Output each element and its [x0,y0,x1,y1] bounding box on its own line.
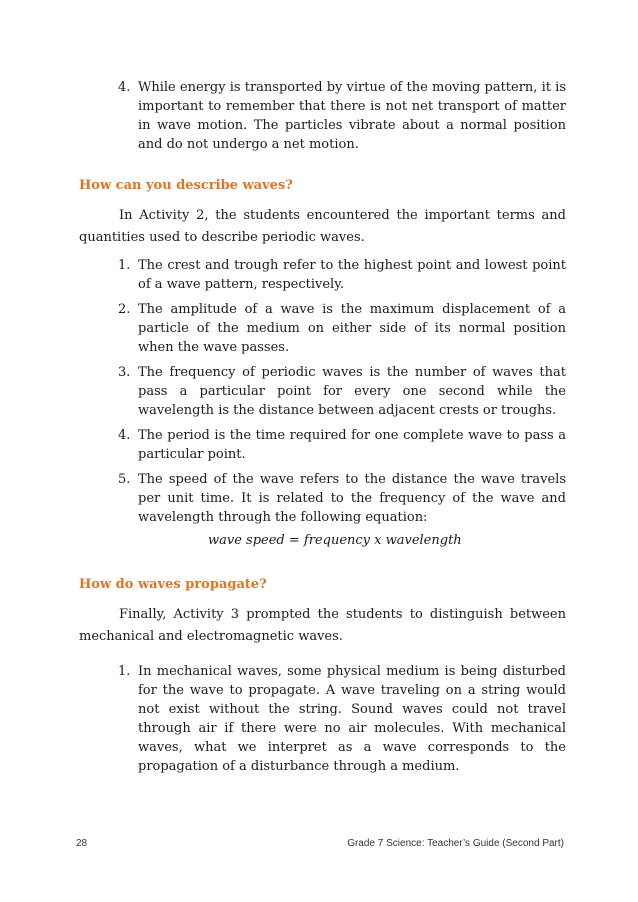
list-item-number: 2. [118,302,131,317]
list-item [108,426,566,464]
list-item-text: While energy is transported by virtue of the moving pattern, it is important to remember that there is not net transport of matter in wave motion. The particles vibrate about a normal position and do not undergo a net motion. [138,80,566,152]
list-item [108,78,566,154]
list-item-number: 1. [118,664,131,679]
footer-title: Grade 7 Science: Teacher’s Guide (Second Part) [347,838,564,849]
list-item-text: The speed of the wave refers to the distance the wave travels per unit time. It is related to the frequency of the wave and wavelength through the following equation: [138,472,566,525]
list-item-number: 4. [118,80,131,95]
list-item-text: The period is the time required for one complete wave to pass a particular point. [138,428,566,462]
list-item-text: The frequency of periodic waves is the number of waves that pass a particular point for every one second while the wavelength is the distance between adjacent crests or troughs. [138,365,566,418]
list-b [108,256,566,533]
list-item-text: The amplitude of a wave is the maximum displacement of a particle of the medium on either side of its normal position when the wave passes. [138,302,566,355]
list-item-number: 5. [118,472,131,487]
paragraph-activity-3: Finally, Activity 3 prompted the students to distinguish between mechanical and electromagnetic waves. [79,607,566,644]
footer-page-number: 28 [76,838,88,849]
list-item-text: The crest and trough refer to the highest point and lowest point of a wave pattern, respectively. [138,258,566,292]
list-item-text: In mechanical waves, some physical medium is being disturbed for the wave to propagate. A wave traveling on a string would not exist without the string. Sound waves could not travel through air if there were no air molecules. With mechanical waves, what we interpret as a wave corresponds to the propagation of a disturbance through a medium. [138,664,566,774]
section-heading-waves-propagate: How do waves propagate? [79,577,267,592]
list-item-number: 4. [118,428,131,443]
list-item [108,300,566,357]
list-item-number: 3. [118,365,131,380]
list-item-number: 1. [118,258,131,273]
list-item [108,256,566,294]
list-c [108,662,566,782]
section-heading-describe-waves: How can you describe waves? [79,178,293,193]
wave-speed-equation: wave speed = frequency x wavelength [208,533,462,548]
list-item [108,363,566,420]
list-item [108,470,566,527]
list-a [108,78,566,160]
paragraph-activity-2: In Activity 2, the students encountered the important terms and quantities used to describe periodic waves. [79,208,566,245]
list-item [108,662,566,776]
